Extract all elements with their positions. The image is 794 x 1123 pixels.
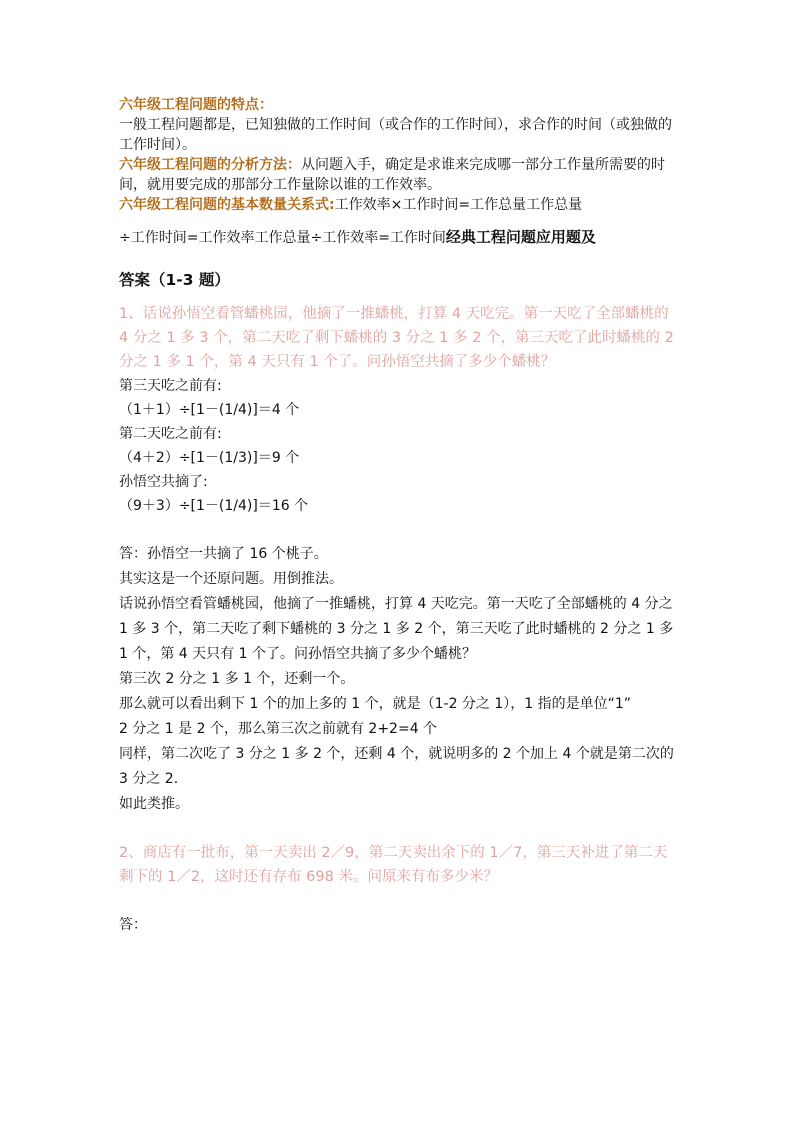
spacer — [119, 518, 675, 542]
q1-step-2-label: 第二天吃之前有: — [119, 426, 222, 442]
q1-explanation-2: 话说孙悟空看管蟠桃园，他摘了一推蟠桃，打算 4 天吃完。第一天吃了全部蟠桃的 4 分之 1 多 3 个，第二天吃了剩下蟠桃的 3 分之 1 多 2 个，第三天吃了此时蟠桃的 2 分之 1 多 1 个，第 4 天只有 1 个了。问孙悟空共摘了多少个蟠桃？ — [119, 596, 674, 662]
intro-features-text: 一般工程问题都是，已知独做的工作时间（或合作的工作时间），求合作的时间（或独做的工作时间）。 — [119, 117, 672, 153]
q1-explanation-3: 第三次 2 分之 1 多 1 个，还剩一个。 — [119, 671, 355, 687]
intro-formula-continued: ÷工作时间=工作效率工作总量÷工作效率=工作时间经典工程问题应用题及 — [119, 228, 596, 246]
q1-explanation-1: 其实这是一个还原问题。用倒推法。 — [119, 571, 343, 587]
q1-step-3-label: 孙悟空共摘了: — [119, 474, 208, 490]
intro-formula-paragraph — [119, 195, 675, 215]
q1-step-1-label: 第三天吃之前有: — [119, 378, 222, 394]
question-2: 2、商店有一批布，第一天卖出 2／9，第二天卖出余下的 1／7，第三天补进了第二天剩下的 1／2，这时还有存布 698 米。问原来有布多少米？ — [119, 845, 668, 885]
q1-explanation-6: 同样，第二次吃了 3 分之 1 多 2 个，还剩 4 个，就说明多的 2 个加上 4 个就是第二次的 3 分之 2. — [119, 746, 674, 787]
q1-explanation-5: 2 分之 1 是 2 个，那么第三次之前就有 2+2=4 个 — [119, 721, 438, 737]
intro-formula-text: 工作效率×工作时间=工作总量工作总量 — [334, 197, 583, 213]
q1-explanation-4: 那么就可以看出剩下 1 个的加上多的 1 个，就是（1-2 分之 1），1 指的是单位“1” — [119, 696, 632, 712]
question-1: 1、话说孙悟空看管蟠桃园，他摘了一推蟠桃，打算 4 天吃完。第一天吃了全部蟠桃的 4 分之 1 多 3 个，第二天吃了剩下蟠桃的 3 分之 1 多 2 个，第三天吃了此时蟠桃的 2 分之 1 多 1 个，第 4 天只有 1 个了。问孙悟空共摘了多少个蟠桃？ — [119, 306, 674, 370]
q1-step-1-formula: （1＋1）÷[1－(1/4)]＝4 个 — [119, 402, 300, 418]
intro-analysis-text: 从问题入手，确定是求谁来完成哪一部分工作量所需要的时间，就用要完成的那部分工作量除以谁的工作效率。 — [119, 157, 665, 193]
document-content — [119, 95, 675, 938]
section-title: 答案（1-3 题） — [119, 271, 230, 289]
q1-step-3-formula: （9＋3）÷[1－(1/4)]＝16 个 — [119, 498, 309, 514]
intro-heading-formula: 六年级工程问题的基本数量关系式: — [119, 197, 335, 213]
q1-explanation-7: 如此类推。 — [119, 796, 189, 812]
q1-step-2-formula: （4＋2）÷[1－(1/3)]＝9 个 — [119, 450, 300, 466]
q2-answer: 答： — [119, 917, 147, 933]
spacer — [119, 817, 675, 841]
q1-answer: 答：孙悟空一共摘了 16 个桃子。 — [119, 546, 328, 562]
intro-heading-features: 六年级工程问题的特点： — [119, 97, 273, 113]
spacer — [119, 889, 675, 913]
intro-title-fragment: 经典工程问题应用题及 — [445, 228, 596, 246]
intro-analysis-paragraph — [119, 155, 675, 195]
intro-heading-analysis: 六年级工程问题的分析方法： — [119, 157, 301, 173]
